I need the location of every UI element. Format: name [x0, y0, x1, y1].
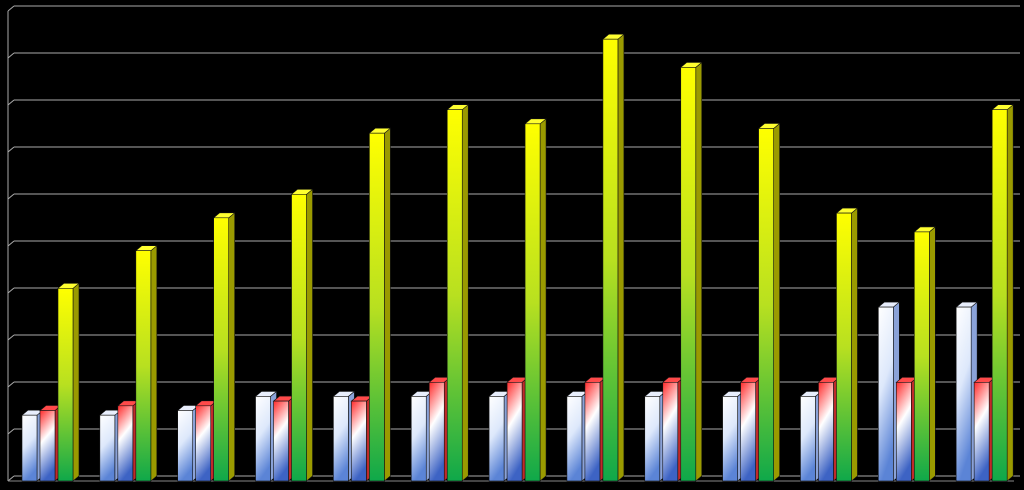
bar-s1-c8	[567, 396, 582, 481]
bar-s3-c8	[603, 39, 618, 481]
bar-s1-c4	[256, 396, 271, 481]
bar-s2-c7	[507, 382, 522, 481]
bar-s1-c11	[800, 396, 815, 481]
bar-s2-c4	[274, 401, 289, 481]
bar-s1-c1	[22, 415, 37, 481]
bar-s2-c8	[585, 382, 600, 481]
bars	[22, 34, 1013, 481]
bar-side-s3-c2	[151, 246, 157, 481]
gridline-depth	[8, 382, 14, 387]
bar-s1-c3	[178, 411, 193, 482]
bar-side-s3-c10	[774, 124, 780, 482]
gridline-depth	[8, 147, 14, 152]
bar-s3-c13	[992, 110, 1007, 481]
gridline-depth	[8, 429, 14, 434]
bar-side-s3-c9	[696, 62, 702, 481]
bar-s1-c13	[956, 307, 971, 481]
gridline-depth	[8, 335, 14, 340]
bar-s2-c10	[741, 382, 756, 481]
bar-s1-c6	[411, 396, 426, 481]
bar-s1-c9	[645, 396, 660, 481]
bar-side-s3-c13	[1007, 105, 1013, 481]
bar-side-s3-c4	[307, 189, 313, 481]
bar-s2-c12	[896, 382, 911, 481]
bar-s3-c5	[369, 133, 384, 481]
bar-s2-c3	[196, 406, 211, 481]
bar-s1-c5	[333, 396, 348, 481]
bar-side-s3-c7	[540, 119, 546, 481]
gridline-depth	[8, 241, 14, 246]
bar-s2-c6	[429, 382, 444, 481]
gridline-depth	[8, 6, 14, 11]
bar-s2-c13	[974, 382, 989, 481]
bar-s2-c1	[40, 411, 55, 482]
gridline-depth	[8, 100, 14, 105]
bar-side-s3-c12	[929, 227, 935, 481]
bar-s2-c2	[118, 406, 133, 481]
bar-s3-c2	[136, 251, 151, 481]
bar-s3-c11	[836, 213, 851, 481]
bar-side-s3-c8	[618, 34, 624, 481]
bar-s3-c6	[447, 110, 462, 481]
gridline-depth	[8, 288, 14, 293]
bar-side-s3-c5	[384, 128, 390, 481]
bar-s2-c9	[663, 382, 678, 481]
gridline-depth	[8, 194, 14, 199]
bar-s3-c3	[214, 218, 229, 481]
bar-s1-c10	[723, 396, 738, 481]
bar-s3-c9	[681, 67, 696, 481]
bar-s1-c2	[100, 415, 115, 481]
bar-s3-c4	[292, 194, 307, 481]
bar-s3-c10	[759, 129, 774, 482]
bar-s3-c7	[525, 124, 540, 481]
bar-s2-c11	[818, 382, 833, 481]
bar-s1-c12	[878, 307, 893, 481]
bar-side-s3-c1	[73, 283, 79, 481]
bar-side-s3-c11	[851, 208, 857, 481]
bar-side-s3-c6	[462, 105, 468, 481]
bar-s3-c12	[914, 232, 929, 481]
bar-s1-c7	[489, 396, 504, 481]
gridline-depth	[8, 476, 14, 481]
gridline-depth	[8, 53, 14, 58]
bar-s3-c1	[58, 288, 73, 481]
bar-side-s3-c3	[229, 213, 235, 481]
bar-s2-c5	[351, 401, 366, 481]
